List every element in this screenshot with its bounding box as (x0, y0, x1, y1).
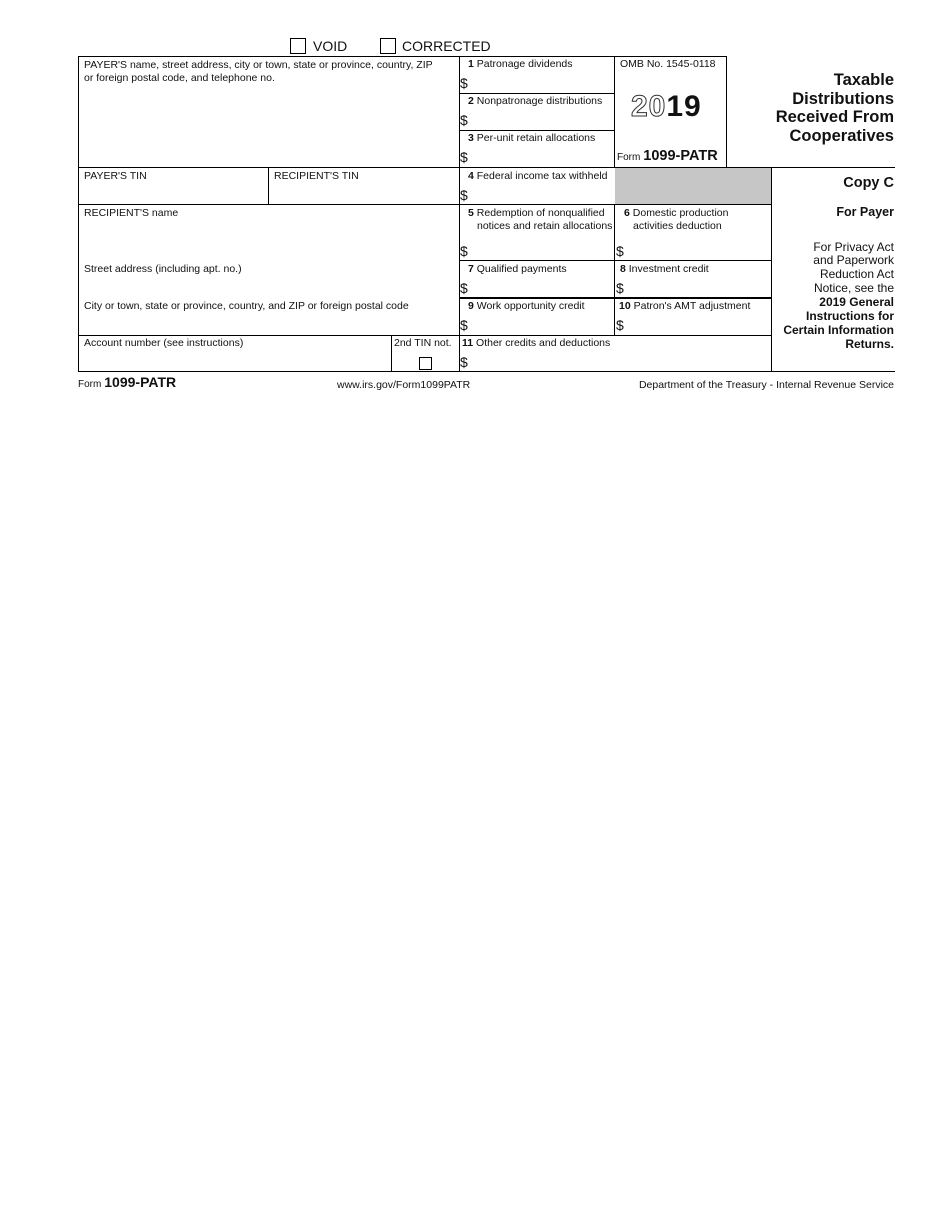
box-8-label: 8 Investment credit (620, 263, 709, 275)
payer-tin-field[interactable] (80, 184, 266, 203)
recipient-tin-label: RECIPIENT'S TIN (274, 170, 359, 182)
box-11-field[interactable] (472, 351, 769, 370)
shaded-area (615, 168, 771, 204)
footer-url: www.irs.gov/Form1099PATR (337, 379, 471, 391)
street-address-field[interactable] (80, 277, 458, 297)
payer-block-label-2: or foreign postal code, and telephone no. (84, 72, 275, 84)
omb-number: OMB No. 1545-0118 (620, 58, 716, 70)
box-4-field[interactable] (472, 184, 612, 203)
box-2-label: 2 Nonpatronage distributions (468, 95, 603, 107)
footer-department: Department of the Treasury - Internal Revenue Service (638, 379, 894, 391)
box-10-dollar: $ (616, 317, 624, 333)
box-5-label-2: notices and retain allocations (477, 220, 613, 232)
box-7-dollar: $ (460, 280, 468, 296)
void-label: VOID (313, 38, 348, 54)
box-10-label: 10 Patron's AMT adjustment (619, 300, 751, 312)
box-2-field[interactable] (472, 109, 612, 129)
payer-tin-label: PAYER'S TIN (84, 170, 147, 182)
box-1-label: 1 Patronage dividends (468, 58, 573, 70)
box-11-label: 11 Other credits and deductions (462, 337, 611, 349)
box-7-label: 7 Qualified payments (468, 263, 567, 275)
box-8-field[interactable] (628, 277, 769, 296)
box-11-dollar: $ (460, 354, 468, 370)
account-number-label: Account number (see instructions) (84, 337, 244, 349)
box-9-field[interactable] (472, 314, 612, 334)
for-payer-label: For Payer (836, 205, 894, 219)
box-6-field[interactable] (628, 236, 769, 259)
recipient-name-field[interactable] (80, 221, 458, 261)
box-5-label: 5 Redemption of nonqualified (468, 207, 605, 219)
box-2-dollar: $ (460, 112, 468, 128)
copy-label: Copy C (843, 175, 894, 191)
box-6-dollar: $ (616, 243, 624, 259)
box-9-label: 9 Work opportunity credit (468, 300, 585, 312)
recipient-tin-field[interactable] (270, 184, 458, 203)
void-checkbox[interactable] (290, 38, 306, 54)
box-4-dollar: $ (460, 187, 468, 203)
payer-block-label: PAYER'S name, street address, city or town, state or province, country, ZIP (84, 59, 433, 71)
second-tin-label: 2nd TIN not. (394, 337, 452, 349)
tax-year: 2019 (631, 90, 702, 123)
box-4-label: 4 Federal income tax withheld (468, 170, 608, 182)
form-id: Form 1099-PATR (617, 148, 718, 164)
city-field[interactable] (80, 314, 458, 334)
box-7-field[interactable] (472, 277, 612, 296)
box-3-dollar: $ (460, 149, 468, 165)
recipient-name-label: RECIPIENT'S name (84, 207, 179, 219)
box-3-label: 3 Per-unit retain allocations (468, 132, 596, 144)
box-5-field[interactable] (472, 236, 612, 259)
payer-info-field[interactable] (80, 86, 458, 166)
city-label: City or town, state or province, country, and ZIP or foreign postal code (84, 300, 409, 312)
corrected-label: CORRECTED (402, 38, 491, 54)
box-5-dollar: $ (460, 243, 468, 259)
second-tin-checkbox[interactable] (419, 357, 432, 370)
footer-form-id: Form 1099-PATR (78, 374, 177, 390)
box-1-field[interactable] (472, 72, 612, 92)
box-6-label-2: activities deduction (633, 220, 722, 232)
corrected-checkbox[interactable] (380, 38, 396, 54)
box-6-label: 6 Domestic production (624, 207, 729, 219)
street-address-label: Street address (including apt. no.) (84, 263, 242, 275)
box-1-dollar: $ (460, 75, 468, 91)
box-10-field[interactable] (628, 314, 769, 334)
box-9-dollar: $ (460, 317, 468, 333)
box-8-dollar: $ (616, 280, 624, 296)
box-3-field[interactable] (472, 146, 612, 166)
account-number-field[interactable] (80, 351, 389, 370)
